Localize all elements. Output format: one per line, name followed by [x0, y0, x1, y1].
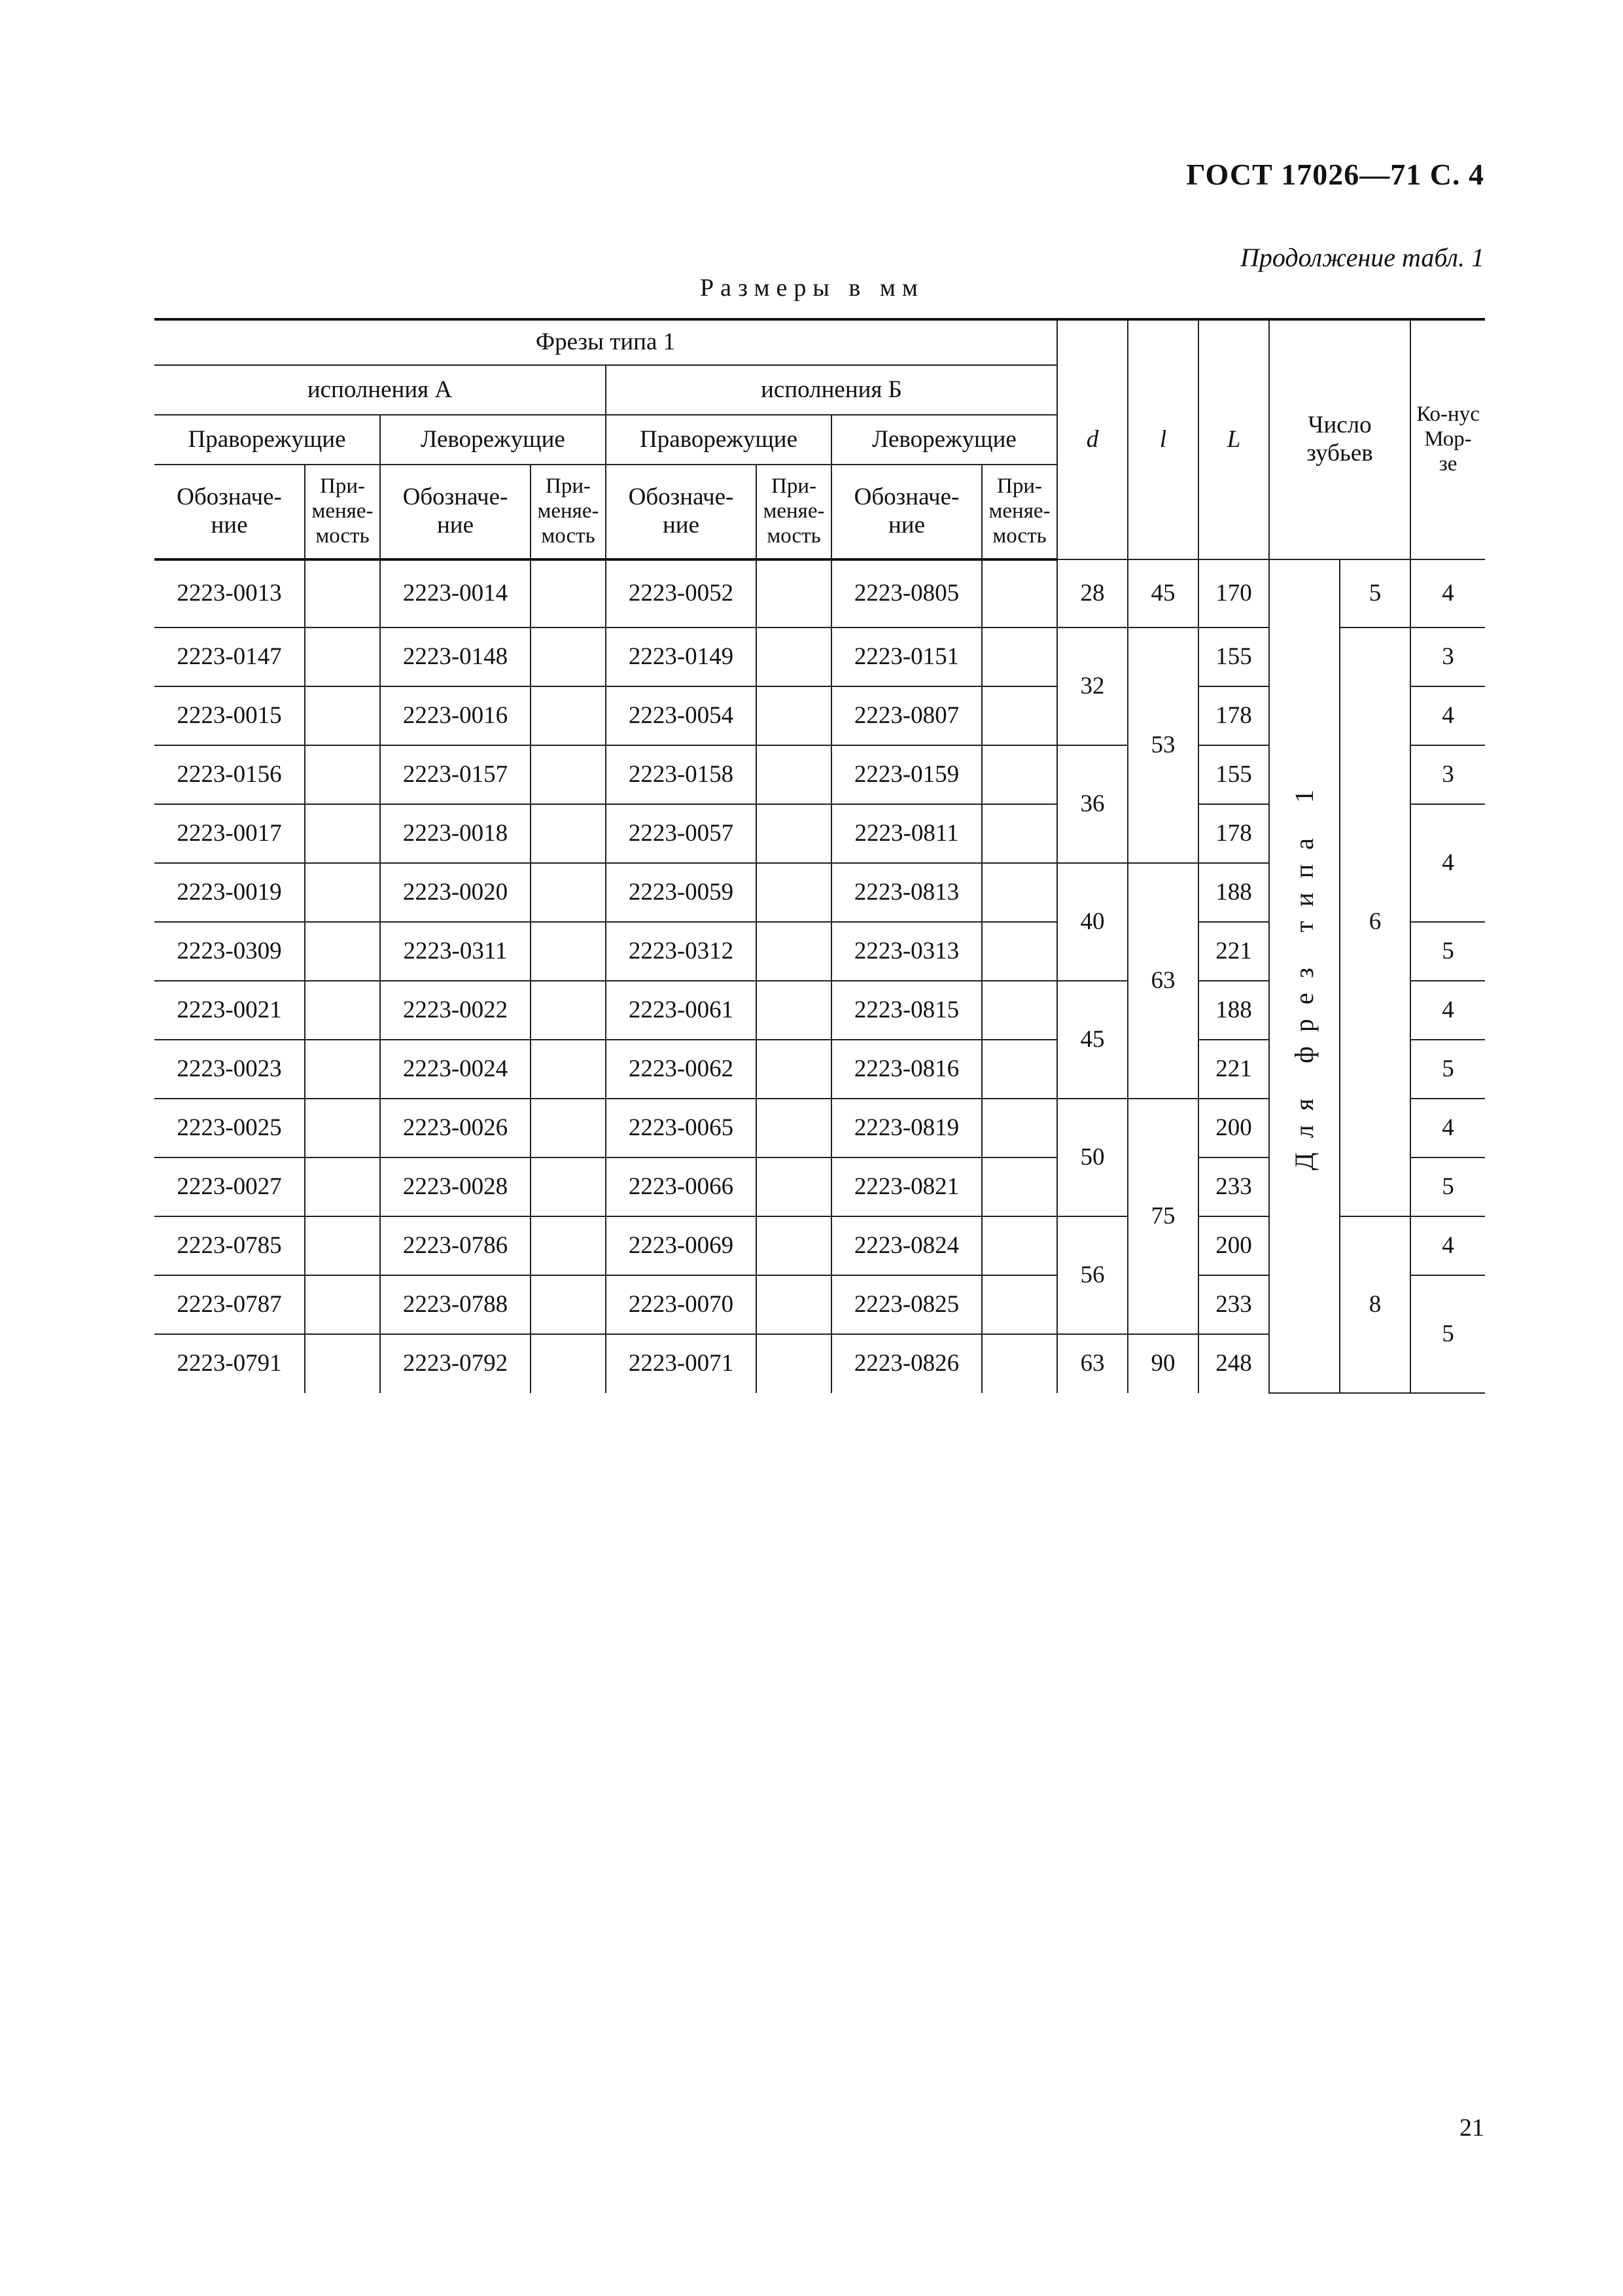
- cell-applicability: [982, 1040, 1057, 1099]
- cell-morse: 4: [1410, 1099, 1485, 1157]
- cell-teeth: 5: [1340, 559, 1410, 627]
- cell-a-right: 2223-0021: [154, 981, 305, 1040]
- vertical-note-text: Для фрез типа 1: [1289, 775, 1319, 1171]
- cell-a-left: 2223-0026: [380, 1099, 531, 1157]
- header-designation: Обозначе-ние: [154, 465, 305, 559]
- cell-a-right: 2223-0015: [154, 686, 305, 745]
- cell-b-left: 2223-0807: [831, 686, 982, 745]
- table-continuation-note: Продолжение табл. 1: [1240, 243, 1484, 272]
- cell-b-right: 2223-0066: [606, 1157, 756, 1216]
- cell-b-right: 2223-0070: [606, 1275, 756, 1334]
- cell-L: 200: [1198, 1099, 1269, 1157]
- cell-b-left: 2223-0313: [831, 922, 982, 981]
- cell-d: 40: [1057, 863, 1128, 981]
- cell-applicability: [756, 1275, 831, 1334]
- cell-a-right: 2223-0791: [154, 1334, 305, 1393]
- cell-applicability: [305, 922, 380, 981]
- cell-b-left: 2223-0819: [831, 1099, 982, 1157]
- cell-applicability: [305, 686, 380, 745]
- cell-d: 45: [1057, 981, 1128, 1099]
- header-teeth: Число зубьев: [1269, 319, 1410, 559]
- header-L: L: [1198, 319, 1269, 559]
- cell-applicability: [531, 981, 606, 1040]
- cell-applicability: [982, 863, 1057, 922]
- cell-b-left: 2223-0151: [831, 627, 982, 686]
- cell-morse: 3: [1410, 745, 1485, 804]
- cell-teeth: 8: [1340, 1216, 1410, 1393]
- cell-a-right: 2223-0156: [154, 745, 305, 804]
- cell-l: 75: [1128, 1099, 1198, 1334]
- cell-applicability: [305, 559, 380, 627]
- cell-d: 28: [1057, 559, 1128, 627]
- cell-applicability: [982, 559, 1057, 627]
- cell-morse: 4: [1410, 559, 1485, 627]
- cell-morse: 5: [1410, 1157, 1485, 1216]
- cell-applicability: [982, 1216, 1057, 1275]
- cell-b-left: 2223-0816: [831, 1040, 982, 1099]
- cell-b-left: 2223-0821: [831, 1157, 982, 1216]
- cell-a-left: 2223-0020: [380, 863, 531, 922]
- cell-applicability: [982, 1334, 1057, 1393]
- document-code: ГОСТ 17026—71 С. 4: [1186, 158, 1484, 191]
- cell-L: 233: [1198, 1275, 1269, 1334]
- cell-b-right: 2223-0069: [606, 1216, 756, 1275]
- cell-applicability: [982, 1275, 1057, 1334]
- cell-applicability: [305, 1216, 380, 1275]
- cell-b-left: 2223-0805: [831, 559, 982, 627]
- cell-applicability: [982, 1157, 1057, 1216]
- cell-morse: 4: [1410, 1216, 1485, 1275]
- cell-applicability: [531, 1334, 606, 1393]
- cell-applicability: [305, 981, 380, 1040]
- header-morse-taper: Ко-нус Мор-зе: [1410, 319, 1485, 559]
- cell-applicability: [756, 804, 831, 863]
- header-designation: Обозначе-ние: [831, 465, 982, 559]
- cell-L: 155: [1198, 745, 1269, 804]
- cell-L: 188: [1198, 981, 1269, 1040]
- cell-a-right: 2223-0785: [154, 1216, 305, 1275]
- cell-morse: 5: [1410, 1275, 1485, 1393]
- header-designation: Обозначе-ние: [380, 465, 531, 559]
- cell-a-left: 2223-0018: [380, 804, 531, 863]
- cell-b-left: 2223-0824: [831, 1216, 982, 1275]
- cell-l: 90: [1128, 1334, 1198, 1393]
- header-b-left-hand: Леворежущие: [831, 415, 1057, 465]
- cell-applicability: [531, 1040, 606, 1099]
- header-applicability: При-меняе-мость: [531, 465, 606, 559]
- cell-a-left: 2223-0028: [380, 1157, 531, 1216]
- cell-a-left: 2223-0022: [380, 981, 531, 1040]
- cell-b-left: 2223-0826: [831, 1334, 982, 1393]
- cell-applicability: [531, 559, 606, 627]
- cell-applicability: [756, 1040, 831, 1099]
- cell-L: 170: [1198, 559, 1269, 627]
- cell-a-left: 2223-0024: [380, 1040, 531, 1099]
- cell-a-right: 2223-0787: [154, 1275, 305, 1334]
- cell-applicability: [531, 1275, 606, 1334]
- cell-applicability: [756, 922, 831, 981]
- cell-a-right: 2223-0025: [154, 1099, 305, 1157]
- page-number: 21: [1459, 2114, 1484, 2142]
- cutter-dimensions-table: [154, 318, 1485, 1394]
- header-cutter-type: Фрезы типа 1: [154, 319, 1057, 365]
- cell-b-left: 2223-0825: [831, 1275, 982, 1334]
- cell-b-right: 2223-0062: [606, 1040, 756, 1099]
- cell-a-right: 2223-0017: [154, 804, 305, 863]
- cell-b-right: 2223-0149: [606, 627, 756, 686]
- header-variant-a: исполнения А: [154, 365, 606, 415]
- cell-applicability: [305, 863, 380, 922]
- cell-applicability: [531, 922, 606, 981]
- units-caption: Размеры в мм: [700, 274, 924, 302]
- cell-applicability: [531, 1099, 606, 1157]
- cell-L: 221: [1198, 1040, 1269, 1099]
- table-row: [154, 559, 1485, 627]
- cell-applicability: [756, 1099, 831, 1157]
- cell-a-left: 2223-0157: [380, 745, 531, 804]
- cell-L: 248: [1198, 1334, 1269, 1393]
- cell-applicability: [531, 863, 606, 922]
- cell-a-left: 2223-0148: [380, 627, 531, 686]
- cell-l: 53: [1128, 627, 1198, 863]
- header-l: l: [1128, 319, 1198, 559]
- cell-L: 188: [1198, 863, 1269, 922]
- cell-vertical-note: [1269, 559, 1340, 1393]
- cell-applicability: [531, 627, 606, 686]
- header-applicability: При-меняе-мость: [305, 465, 380, 559]
- cell-applicability: [756, 1216, 831, 1275]
- cell-applicability: [756, 627, 831, 686]
- cell-b-right: 2223-0052: [606, 559, 756, 627]
- cell-applicability: [531, 745, 606, 804]
- cell-applicability: [305, 1334, 380, 1393]
- cell-L: 155: [1198, 627, 1269, 686]
- cell-b-left: 2223-0813: [831, 863, 982, 922]
- cell-applicability: [531, 686, 606, 745]
- cell-L: 221: [1198, 922, 1269, 981]
- cell-L: 178: [1198, 804, 1269, 863]
- cell-d: 56: [1057, 1216, 1128, 1334]
- cell-a-right: 2223-0309: [154, 922, 305, 981]
- cell-d: 36: [1057, 745, 1128, 863]
- cell-b-right: 2223-0071: [606, 1334, 756, 1393]
- cell-a-left: 2223-0792: [380, 1334, 531, 1393]
- cell-applicability: [982, 745, 1057, 804]
- header-applicability: При-меняе-мость: [982, 465, 1057, 559]
- cell-b-right: 2223-0059: [606, 863, 756, 922]
- cell-d: 63: [1057, 1334, 1128, 1393]
- cell-a-left: 2223-0016: [380, 686, 531, 745]
- cell-morse: 4: [1410, 686, 1485, 745]
- cell-applicability: [305, 1157, 380, 1216]
- cell-applicability: [531, 1157, 606, 1216]
- cell-a-right: 2223-0027: [154, 1157, 305, 1216]
- header-a-right-hand: Праворежущие: [154, 415, 380, 465]
- cell-b-right: 2223-0061: [606, 981, 756, 1040]
- cell-applicability: [756, 745, 831, 804]
- cell-a-left: 2223-0786: [380, 1216, 531, 1275]
- cell-applicability: [531, 1216, 606, 1275]
- cell-a-right: 2223-0013: [154, 559, 305, 627]
- cell-applicability: [305, 627, 380, 686]
- cell-applicability: [531, 804, 606, 863]
- cell-applicability: [305, 1040, 380, 1099]
- header-applicability: При-меняе-мость: [756, 465, 831, 559]
- cell-d: 50: [1057, 1099, 1128, 1216]
- header-variant-b: исполнения Б: [606, 365, 1057, 415]
- cell-L: 178: [1198, 686, 1269, 745]
- cell-L: 233: [1198, 1157, 1269, 1216]
- cell-applicability: [982, 804, 1057, 863]
- header-designation: Обозначе-ние: [606, 465, 756, 559]
- cell-b-left: 2223-0811: [831, 804, 982, 863]
- cell-applicability: [982, 686, 1057, 745]
- cell-applicability: [982, 922, 1057, 981]
- cell-a-left: 2223-0788: [380, 1275, 531, 1334]
- cell-applicability: [982, 627, 1057, 686]
- cell-applicability: [756, 1157, 831, 1216]
- cell-d: 32: [1057, 627, 1128, 745]
- cell-a-right: 2223-0019: [154, 863, 305, 922]
- cell-applicability: [756, 863, 831, 922]
- cell-applicability: [982, 1099, 1057, 1157]
- cell-b-left: 2223-0159: [831, 745, 982, 804]
- cell-a-left: 2223-0014: [380, 559, 531, 627]
- cell-morse: 5: [1410, 1040, 1485, 1099]
- cell-applicability: [756, 1334, 831, 1393]
- header-d: d: [1057, 319, 1128, 559]
- cell-applicability: [305, 1099, 380, 1157]
- cell-applicability: [305, 745, 380, 804]
- cell-a-right: 2223-0023: [154, 1040, 305, 1099]
- cell-l: 63: [1128, 863, 1198, 1099]
- cell-applicability: [756, 559, 831, 627]
- cell-applicability: [756, 686, 831, 745]
- cell-applicability: [305, 804, 380, 863]
- cell-b-right: 2223-0054: [606, 686, 756, 745]
- cell-a-left: 2223-0311: [380, 922, 531, 981]
- cell-morse: 4: [1410, 804, 1485, 922]
- header-b-right-hand: Праворежущие: [606, 415, 831, 465]
- cell-b-right: 2223-0312: [606, 922, 756, 981]
- cell-b-left: 2223-0815: [831, 981, 982, 1040]
- cell-applicability: [305, 1275, 380, 1334]
- cell-morse: 3: [1410, 627, 1485, 686]
- header-a-left-hand: Леворежущие: [380, 415, 606, 465]
- cell-b-right: 2223-0057: [606, 804, 756, 863]
- cell-b-right: 2223-0158: [606, 745, 756, 804]
- cell-b-right: 2223-0065: [606, 1099, 756, 1157]
- cell-l: 45: [1128, 559, 1198, 627]
- cell-morse: 5: [1410, 922, 1485, 981]
- cell-L: 200: [1198, 1216, 1269, 1275]
- cell-morse: 4: [1410, 981, 1485, 1040]
- cell-a-right: 2223-0147: [154, 627, 305, 686]
- cell-teeth: 6: [1340, 627, 1410, 1216]
- cell-applicability: [756, 981, 831, 1040]
- cell-applicability: [982, 981, 1057, 1040]
